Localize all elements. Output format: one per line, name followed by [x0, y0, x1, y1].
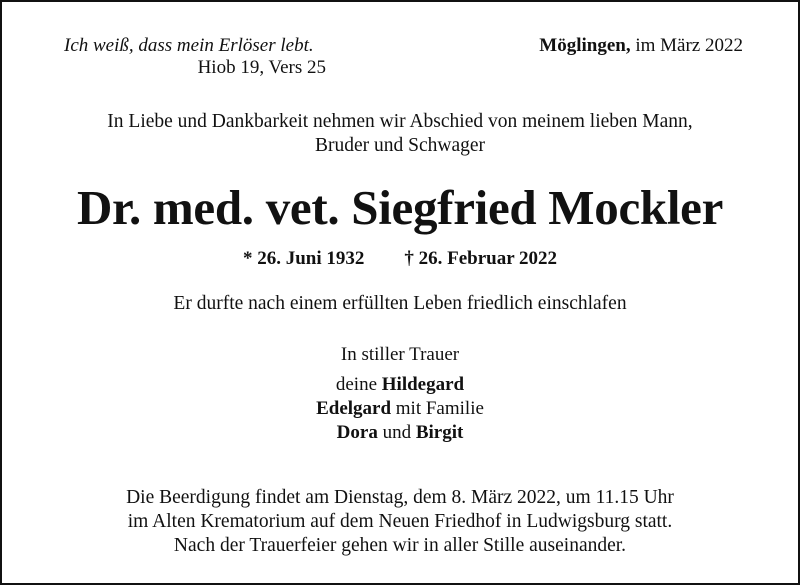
birth-date: * 26. Juni 1932 [242, 248, 365, 269]
mourner-suffix: mit Familie [395, 398, 484, 419]
mourner-prefix: deine [335, 374, 378, 395]
intro-text [2, 110, 798, 158]
place-date [539, 35, 743, 57]
mourner-row-1 [2, 373, 798, 397]
funeral-line-2: im Alten Krematorium auf dem Neuen Friedhof in Ludwigsburg statt. [127, 511, 673, 532]
mourner-row-2 [2, 397, 798, 421]
verse-reference: Hiob 19, Vers 25 [197, 57, 326, 78]
place-name: Möglingen, [539, 35, 631, 56]
mourner-name: Edelgard [316, 398, 392, 419]
mourner-name: Hildegard [381, 374, 465, 395]
life-dates [2, 247, 798, 271]
funeral-line-3: Nach der Trauerfeier gehen wir in aller Stille auseinander. [173, 535, 627, 556]
intro-line-2: Bruder und Schwager [314, 135, 486, 156]
passing-statement: Er durfte nach einem erfüllten Leben friedlich einschlafen [173, 293, 627, 314]
mourners-list [2, 373, 798, 445]
funeral-details [2, 486, 798, 558]
mourner-name: Birgit [415, 422, 464, 443]
intro-line-1: In Liebe und Dankbarkeit nehmen wir Abschied von meinem lieben Mann, [107, 111, 693, 132]
funeral-line-1: Die Beerdigung findet am Dienstag, dem 8. März 2022, um 11.15 Uhr [126, 487, 674, 508]
death-date: † 26. Februar 2022 [404, 248, 558, 269]
mourning-heading: In stiller Trauer [340, 344, 460, 365]
mourner-name: Dora [336, 422, 378, 443]
bible-verse [64, 35, 326, 79]
verse-quote: Ich weiß, dass mein Erlöser lebt. [64, 35, 314, 56]
mourner-row-3 [2, 421, 798, 445]
mourner-joiner: und [382, 422, 412, 443]
deceased-name: Dr. med. vet. Siegfried Mockler [76, 180, 724, 235]
notice-date: im März 2022 [635, 35, 743, 56]
